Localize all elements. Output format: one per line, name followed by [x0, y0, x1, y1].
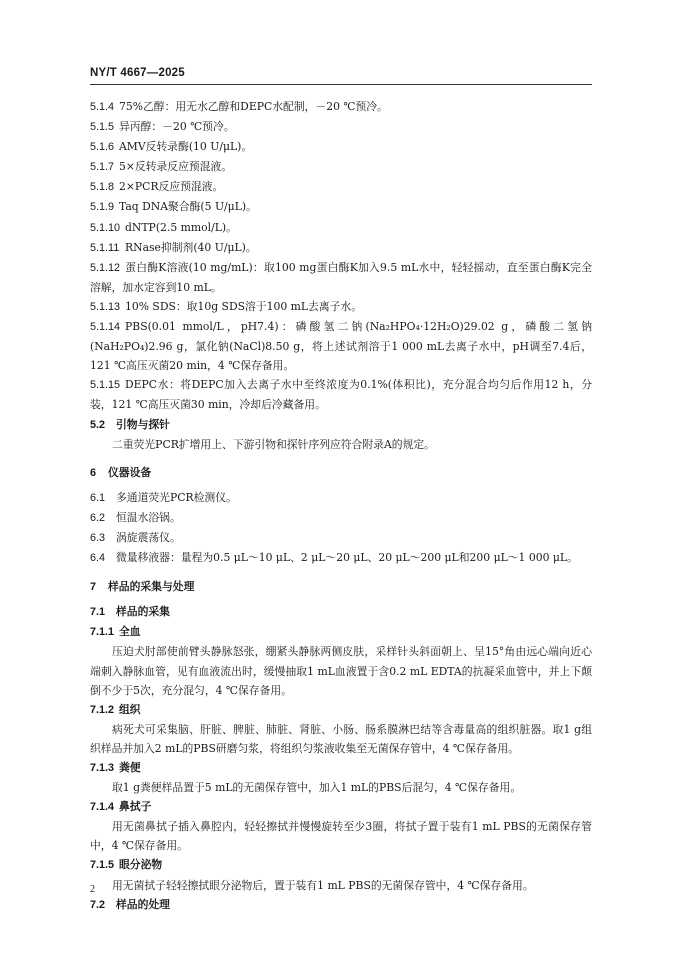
- clause-number: 5.1.4: [90, 101, 115, 113]
- subsection-number: 7.1.2: [90, 703, 115, 716]
- section-7-2-heading: [90, 895, 592, 915]
- section-5-2-text: 二重荧光PCR扩增用上、下游引物和探针序列应符合附录A的规定。: [112, 437, 435, 451]
- clause-6-3: [90, 528, 592, 548]
- clause-5-1-6: [90, 137, 592, 157]
- section-title: 引物与探针: [116, 418, 170, 431]
- subsection-7-1-1-text: 压迫犬肘部使前臂头静脉怒张，绷紧头静脉两侧皮肤，采样针头斜面朝上、呈15°角由远心端向近心端刺入静脉血管，见有血液流出时，缓慢抽取1 mL血液置于含0.2 mL EDTA的抗凝采血管中，并上下颠倒不少于5次，充分混匀，4 ℃保存备用。: [90, 645, 592, 697]
- clause-number: 5.1.5: [90, 121, 115, 134]
- subsection-7-1-2-heading: [90, 700, 592, 720]
- clause-number: 5.1.13: [90, 300, 121, 313]
- clause-5-1-13: [90, 297, 592, 317]
- clause-5-1-14: [90, 317, 592, 375]
- clause-number: 5.1.6: [90, 141, 115, 154]
- clause-text: PBS(0.01 mmol/L，pH7.4)：磷酸氢二钠(Na₂HPO₄·12H₂O)29.02 g，磷酸二氢钠(NaH₂PO₄)2.96 g，氯化钠(NaCl)8.50 g，将上述试剂溶于1 000 mL去离子水中，pH调至7.4后，121 ℃高压灭菌20 min，4 ℃保存备用。: [90, 320, 592, 373]
- subsection-7-1-3-text: 取1 g粪便样品置于5 mL的无菌保存管中，加入1 mL的PBS后混匀，4 ℃保存备用。: [112, 781, 522, 795]
- clause-number: 5.1.12: [90, 261, 121, 274]
- clause-number: 5.1.15: [90, 379, 121, 392]
- subsection-number: 7.1.3: [90, 762, 115, 774]
- clause-text: 恒温水浴锅。: [116, 510, 181, 524]
- clause-text: 多通道荧光PCR检测仪。: [116, 490, 237, 504]
- clause-text: 75%乙醇：用无水乙醇和DEPC水配制，－20 ℃预冷。: [119, 100, 388, 113]
- section-number: 7.2: [90, 898, 106, 911]
- clause-5-1-10: [90, 218, 592, 238]
- clause-text: 微量移液器：量程为0.5 μL～10 μL、2 μL～20 μL、20 μL～200 μL和200 μL～1 000 μL。: [116, 551, 578, 565]
- section-5-2-heading: [90, 415, 592, 435]
- clause-number: 5.1.10: [90, 221, 121, 234]
- section-number: 5.2: [90, 418, 106, 431]
- subsection-title: 眼分泌物: [119, 859, 163, 872]
- subsection-7-1-3-heading: [90, 758, 592, 778]
- page-number: 2: [90, 884, 95, 895]
- chapter-number: 6: [90, 466, 97, 479]
- chapter-title: 样品的采集与处理: [108, 581, 195, 594]
- clause-number: 5.1.14: [90, 321, 121, 334]
- subsection-number: 7.1.1: [90, 626, 115, 639]
- clause-6-2: [90, 508, 592, 528]
- subsection-title: 鼻拭子: [119, 801, 152, 814]
- clause-number: 6.2: [90, 511, 106, 524]
- clause-5-1-12: [90, 258, 592, 297]
- clause-text: dNTP(2.5 mmol/L)。: [125, 220, 237, 234]
- clause-number: 5.1.9: [90, 201, 115, 214]
- clause-5-1-8: [90, 177, 592, 197]
- clause-number: 5.1.7: [90, 161, 115, 174]
- clause-5-1-9: [90, 197, 592, 217]
- subsection-number: 7.1.5: [90, 859, 115, 872]
- clause-text: 2×PCR反应预混液。: [119, 180, 224, 194]
- clause-5-1-5: [90, 117, 592, 137]
- clause-text: 异丙醇：－20 ℃预冷。: [119, 120, 235, 134]
- clause-number: 5.1.8: [90, 181, 115, 194]
- clause-5-1-7: [90, 157, 592, 177]
- header-rule: [90, 84, 592, 85]
- standard-code: NY/T 4667—2025: [90, 67, 185, 79]
- subsection-7-1-5-heading: [90, 855, 592, 875]
- clause-number: 6.4: [90, 552, 106, 565]
- section-title: 样品的处理: [116, 898, 170, 911]
- section-7-1-heading: [90, 602, 592, 622]
- chapter-number: 7: [90, 581, 97, 594]
- section-title: 样品的采集: [116, 606, 170, 619]
- subsection-7-1-2-text: 病死犬可采集脑、肝脏、脾脏、肺脏、肾脏、小肠、肠系膜淋巴结等含毒量高的组织脏器。取1 g组织样品并加入2 mL的PBS研磨匀浆，将组织匀浆液收集至无菌保存管中，4 ℃保存备用。: [90, 722, 592, 755]
- clause-5-1-4: [90, 97, 592, 117]
- clause-number: 6.3: [90, 531, 106, 544]
- clause-text: 涡旋震荡仪。: [116, 530, 181, 544]
- clause-text: Taq DNA聚合酶(5 U/μL)。: [119, 200, 257, 214]
- document-body: [90, 97, 592, 915]
- subsection-7-1-4-text: 用无菌鼻拭子插入鼻腔内，轻轻擦拭并慢慢旋转至少3圈，将拭子置于装有1 mL PBS的无菌保存管中，4 ℃保存备用。: [90, 820, 592, 853]
- clause-text: DEPC水：将DEPC加入去离子水中至终浓度为0.1%(体积比)，充分混合均匀后作用12 h，分装，121 ℃高压灭菌30 min，冷却后冷藏备用。: [90, 378, 592, 412]
- clause-5-1-11: [90, 238, 592, 258]
- clause-6-1: [90, 488, 592, 508]
- chapter-6-heading: [90, 463, 592, 483]
- section-number: 7.1: [90, 606, 106, 619]
- clause-number: 6.1: [90, 491, 106, 504]
- subsection-7-1-4-heading: [90, 797, 592, 817]
- clause-6-4: [90, 548, 592, 568]
- subsection-number: 7.1.4: [90, 801, 115, 814]
- clause-text: AMV反转录酶(10 U/μL)。: [119, 140, 253, 154]
- clause-text: RNase抑制剂(40 U/μL)。: [125, 240, 257, 254]
- subsection-title: 粪便: [119, 762, 141, 774]
- clause-text: 蛋白酶K溶液(10 mg/mL)：取100 mg蛋白酶K加入9.5 mL水中，轻轻摇动，直至蛋白酶K完全溶解，加水定容到10 mL。: [90, 260, 592, 294]
- subsection-title: 全血: [119, 626, 141, 639]
- chapter-title: 仪器设备: [108, 466, 152, 479]
- clause-text: 5×反转录反应预混液。: [119, 160, 233, 174]
- subsection-7-1-5-text: 用无菌拭子轻轻擦拭眼分泌物后，置于装有1 mL PBS的无菌保存管中，4 ℃保存备用。: [112, 878, 534, 892]
- subsection-7-1-1-heading: [90, 622, 592, 642]
- clause-5-1-15: [90, 375, 592, 414]
- subsection-title: 组织: [119, 703, 141, 716]
- clause-number: 5.1.11: [90, 241, 120, 254]
- chapter-7-heading: [90, 577, 592, 597]
- clause-text: 10% SDS：取10g SDS溶于100 mL去离子水。: [125, 299, 363, 313]
